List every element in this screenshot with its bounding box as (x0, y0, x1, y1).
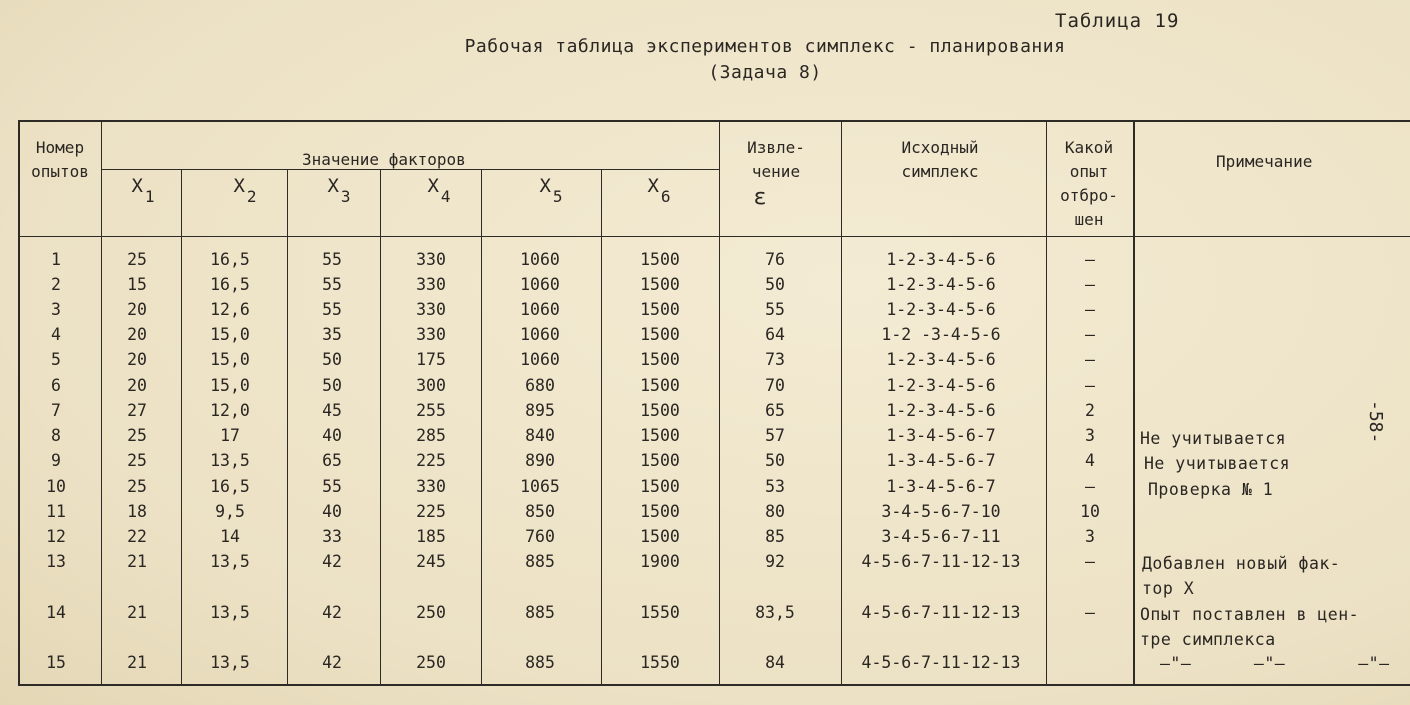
cell-discarded: 3 (1085, 527, 1095, 546)
cell-x4: 300 (416, 376, 446, 395)
cell-x4: 245 (416, 552, 446, 571)
note-row-15-ditto: –"– –"– –"– (1160, 654, 1390, 673)
page-number: -58- (1365, 400, 1386, 444)
cell-x3: 50 (322, 376, 342, 395)
cell-x3: 42 (322, 653, 342, 672)
cell-simplex: 1-2-3-4-5-6 (886, 401, 996, 420)
cell-simplex: 4-5-6-7-11-12-13 (861, 552, 1021, 571)
cell-x3: 42 (322, 603, 342, 622)
header-x3: X $_3$ (327, 175, 351, 206)
cell-num: 4 (51, 325, 61, 344)
cell-simplex: 1-2-3-4-5-6 (886, 376, 996, 395)
cell-x1: 21 (127, 653, 147, 672)
cell-x4: 330 (416, 477, 446, 496)
cell-x5: 885 (525, 653, 555, 672)
col-border-x3 (380, 169, 381, 686)
header-bottom-border (18, 236, 1410, 237)
cell-x1: 20 (127, 325, 147, 344)
cell-x6: 1500 (640, 325, 680, 344)
cell-x6: 1500 (640, 527, 680, 546)
cell-discarded: – (1085, 300, 1095, 319)
header-discarded-experiment: Какой опыт отбро-шен (1060, 138, 1118, 229)
cell-yield: 55 (765, 300, 785, 319)
cell-x2: 13,5 (210, 552, 250, 571)
cell-discarded (1050, 652, 1130, 674)
cell-x2: 13,5 (210, 603, 250, 622)
note-row-13-line2: тор X (1142, 579, 1195, 598)
cell-num: 8 (51, 426, 61, 445)
header-experiment-number: Номер опытов (31, 138, 89, 181)
note-row-10: Проверка № 1 (1148, 480, 1274, 499)
col-border-yield (841, 120, 842, 686)
cell-x2: 13,5 (210, 653, 250, 672)
cell-x4: 250 (416, 603, 446, 622)
cell-x5: 840 (525, 426, 555, 445)
table-label: Таблица 19 (1055, 10, 1180, 32)
cell-num: 1 (51, 250, 61, 269)
cell-num: 5 (51, 350, 61, 369)
cell-x4: 185 (416, 527, 446, 546)
cell-x5: 760 (525, 527, 555, 546)
cell-discarded: – (1085, 275, 1095, 294)
cell-x4: 330 (416, 275, 446, 294)
cell-yield: 53 (765, 477, 785, 496)
cell-x3: 42 (322, 552, 342, 571)
cell-simplex: 1-2-3-4-5-6 (886, 300, 996, 319)
cell-num: 6 (51, 376, 61, 395)
header-yield-symbol: ε (753, 185, 767, 210)
cell-simplex: 4-5-6-7-11-12-13 (861, 653, 1021, 672)
cell-x2: 17 (220, 426, 240, 445)
cell-num: 9 (51, 451, 61, 470)
cell-x5: 850 (525, 502, 555, 521)
cell-x5: 680 (525, 376, 555, 395)
cell-x3: 55 (322, 477, 342, 496)
header-factor-values: Значение факторов (302, 150, 466, 169)
cell-num: 13 (46, 552, 66, 571)
cell-x4: 330 (416, 325, 446, 344)
cell-yield: 65 (765, 401, 785, 420)
header-x6: X $_6$ (647, 175, 671, 206)
cell-yield: 83,5 (755, 603, 795, 622)
cell-x5: 885 (525, 552, 555, 571)
cell-x2: 13,5 (210, 451, 250, 470)
note-row-9: Не учитывается (1144, 454, 1291, 473)
cell-simplex: 3-4-5-6-7-11 (881, 527, 1001, 546)
cell-x1: 18 (127, 502, 147, 521)
cell-yield: 50 (765, 275, 785, 294)
cell-x3: 55 (322, 300, 342, 319)
cell-x2: 14 (220, 527, 240, 546)
cell-x5: 895 (525, 401, 555, 420)
table-subtitle: (Задача 8) (708, 62, 822, 83)
cell-simplex: 1-2-3-4-5-6 (886, 350, 996, 369)
cell-discarded: – (1085, 325, 1095, 344)
cell-x6: 1500 (640, 300, 680, 319)
cell-x1: 25 (127, 250, 147, 269)
cell-x1: 27 (127, 401, 147, 420)
cell-x4: 225 (416, 502, 446, 521)
cell-x1: 25 (127, 426, 147, 445)
cell-x2: 15,0 (210, 376, 250, 395)
cell-num: 2 (51, 275, 61, 294)
cell-num: 12 (46, 527, 66, 546)
cell-simplex: 4-5-6-7-11-12-13 (861, 603, 1021, 622)
header-note: Примечание (1216, 152, 1313, 171)
cell-x4: 330 (416, 300, 446, 319)
cell-discarded: – (1085, 603, 1095, 622)
note-row-14-line2: тре симплекса (1140, 630, 1276, 649)
header-yield: Извле-чение (747, 138, 805, 181)
cell-yield: 73 (765, 350, 785, 369)
header-x5: X $_5$ (539, 175, 563, 206)
note-row-8: Не учитывается (1140, 429, 1287, 448)
cell-x4: 225 (416, 451, 446, 470)
cell-x4: 285 (416, 426, 446, 445)
cell-x2: 15,0 (210, 350, 250, 369)
cell-discarded: – (1085, 350, 1095, 369)
cell-num: 15 (46, 653, 66, 672)
cell-x3: 40 (322, 502, 342, 521)
cell-yield: 92 (765, 552, 785, 571)
cell-x5: 885 (525, 603, 555, 622)
header-x1: X $_1$ (131, 175, 155, 206)
cell-num: 7 (51, 401, 61, 420)
table-bottom-border (18, 684, 1410, 686)
col-border-x2 (287, 169, 288, 686)
cell-discarded: – (1085, 376, 1095, 395)
cell-x5: 890 (525, 451, 555, 470)
cell-x2: 15,0 (210, 325, 250, 344)
col-border-x4 (481, 169, 482, 686)
cell-x5: 1060 (520, 325, 560, 344)
col-border-x1 (181, 169, 182, 686)
cell-simplex: 1-2-3-4-5-6 (886, 275, 996, 294)
cell-x3: 55 (322, 250, 342, 269)
cell-yield: 50 (765, 451, 785, 470)
cell-simplex: 1-3-4-5-6-7 (886, 426, 996, 445)
cell-x3: 55 (322, 275, 342, 294)
cell-discarded: 3 (1085, 426, 1095, 445)
cell-simplex: 1-3-4-5-6-7 (886, 451, 996, 470)
col-border-x5 (601, 169, 602, 686)
cell-simplex: 1-2 -3-4-5-6 (881, 325, 1001, 344)
cell-x6: 1500 (640, 350, 680, 369)
cell-x2: 12,0 (210, 401, 250, 420)
cell-x3: 45 (322, 401, 342, 420)
cell-discarded: – (1085, 250, 1095, 269)
cell-x6: 1500 (640, 376, 680, 395)
cell-x1: 22 (127, 527, 147, 546)
table-top-border (18, 120, 1410, 122)
note-row-13-line1: Добавлен новый фак- (1142, 554, 1341, 573)
cell-x2: 9,5 (215, 502, 245, 521)
cell-x6: 1550 (640, 653, 680, 672)
cell-x4: 255 (416, 401, 446, 420)
cell-discarded: 4 (1085, 451, 1095, 470)
cell-simplex: 1-3-4-5-6-7 (886, 477, 996, 496)
cell-x1: 20 (127, 376, 147, 395)
cell-yield: 57 (765, 426, 785, 445)
cell-discarded: 2 (1085, 401, 1095, 420)
cell-x3: 33 (322, 527, 342, 546)
cell-x6: 1500 (640, 275, 680, 294)
cell-x1: 25 (127, 477, 147, 496)
cell-yield: 85 (765, 527, 785, 546)
cell-x6: 1500 (640, 451, 680, 470)
cell-yield: 76 (765, 250, 785, 269)
cell-yield: 84 (765, 653, 785, 672)
header-x4: X $_4$ (427, 175, 451, 206)
cell-x1: 21 (127, 603, 147, 622)
cell-x1: 25 (127, 451, 147, 470)
cell-x2: 16,5 (210, 275, 250, 294)
header-x2: X $_2$ (233, 175, 257, 206)
header-initial-simplex: Исходный симплекс (901, 138, 979, 181)
cell-x4: 330 (416, 250, 446, 269)
cell-x5: 1060 (520, 300, 560, 319)
cell-x6: 1500 (640, 401, 680, 420)
cell-x6: 1500 (640, 502, 680, 521)
cell-x6: 1900 (640, 552, 680, 571)
cell-x2: 16,5 (210, 250, 250, 269)
cell-x4: 250 (416, 653, 446, 672)
cell-x1: 20 (127, 350, 147, 369)
col-border-discarded (1133, 120, 1135, 686)
cell-x6: 1500 (640, 426, 680, 445)
cell-x6: 1500 (640, 477, 680, 496)
cell-x3: 35 (322, 325, 342, 344)
cell-yield: 64 (765, 325, 785, 344)
cell-num: 10 (46, 477, 66, 496)
cell-x2: 12,6 (210, 300, 250, 319)
cell-discarded: 10 (1080, 502, 1100, 521)
cell-simplex: 1-2-3-4-5-6 (886, 250, 996, 269)
note-row-14-line1: Опыт поставлен в цен- (1140, 605, 1360, 624)
cell-x1: 15 (127, 275, 147, 294)
cell-x3: 40 (322, 426, 342, 445)
cell-num: 3 (51, 300, 61, 319)
table-title: Рабочая таблица экспериментов симплекс - планирования (464, 36, 1066, 57)
cell-x4: 175 (416, 350, 446, 369)
cell-x5: 1060 (520, 250, 560, 269)
cell-discarded: – (1085, 552, 1095, 571)
cell-discarded: – (1085, 477, 1095, 496)
cell-x2: 16,5 (210, 477, 250, 496)
cell-num: 14 (46, 603, 66, 622)
cell-x5: 1060 (520, 350, 560, 369)
cell-num: 11 (46, 502, 66, 521)
cell-x1: 20 (127, 300, 147, 319)
cell-x6: 1500 (640, 250, 680, 269)
cell-yield: 70 (765, 376, 785, 395)
cell-yield: 80 (765, 502, 785, 521)
cell-x6: 1550 (640, 603, 680, 622)
cell-x5: 1065 (520, 477, 560, 496)
cell-x5: 1060 (520, 275, 560, 294)
cell-x3: 65 (322, 451, 342, 470)
col-border-x6 (719, 120, 720, 686)
cell-x3: 50 (322, 350, 342, 369)
cell-simplex: 3-4-5-6-7-10 (881, 502, 1001, 521)
cell-x1: 21 (127, 552, 147, 571)
